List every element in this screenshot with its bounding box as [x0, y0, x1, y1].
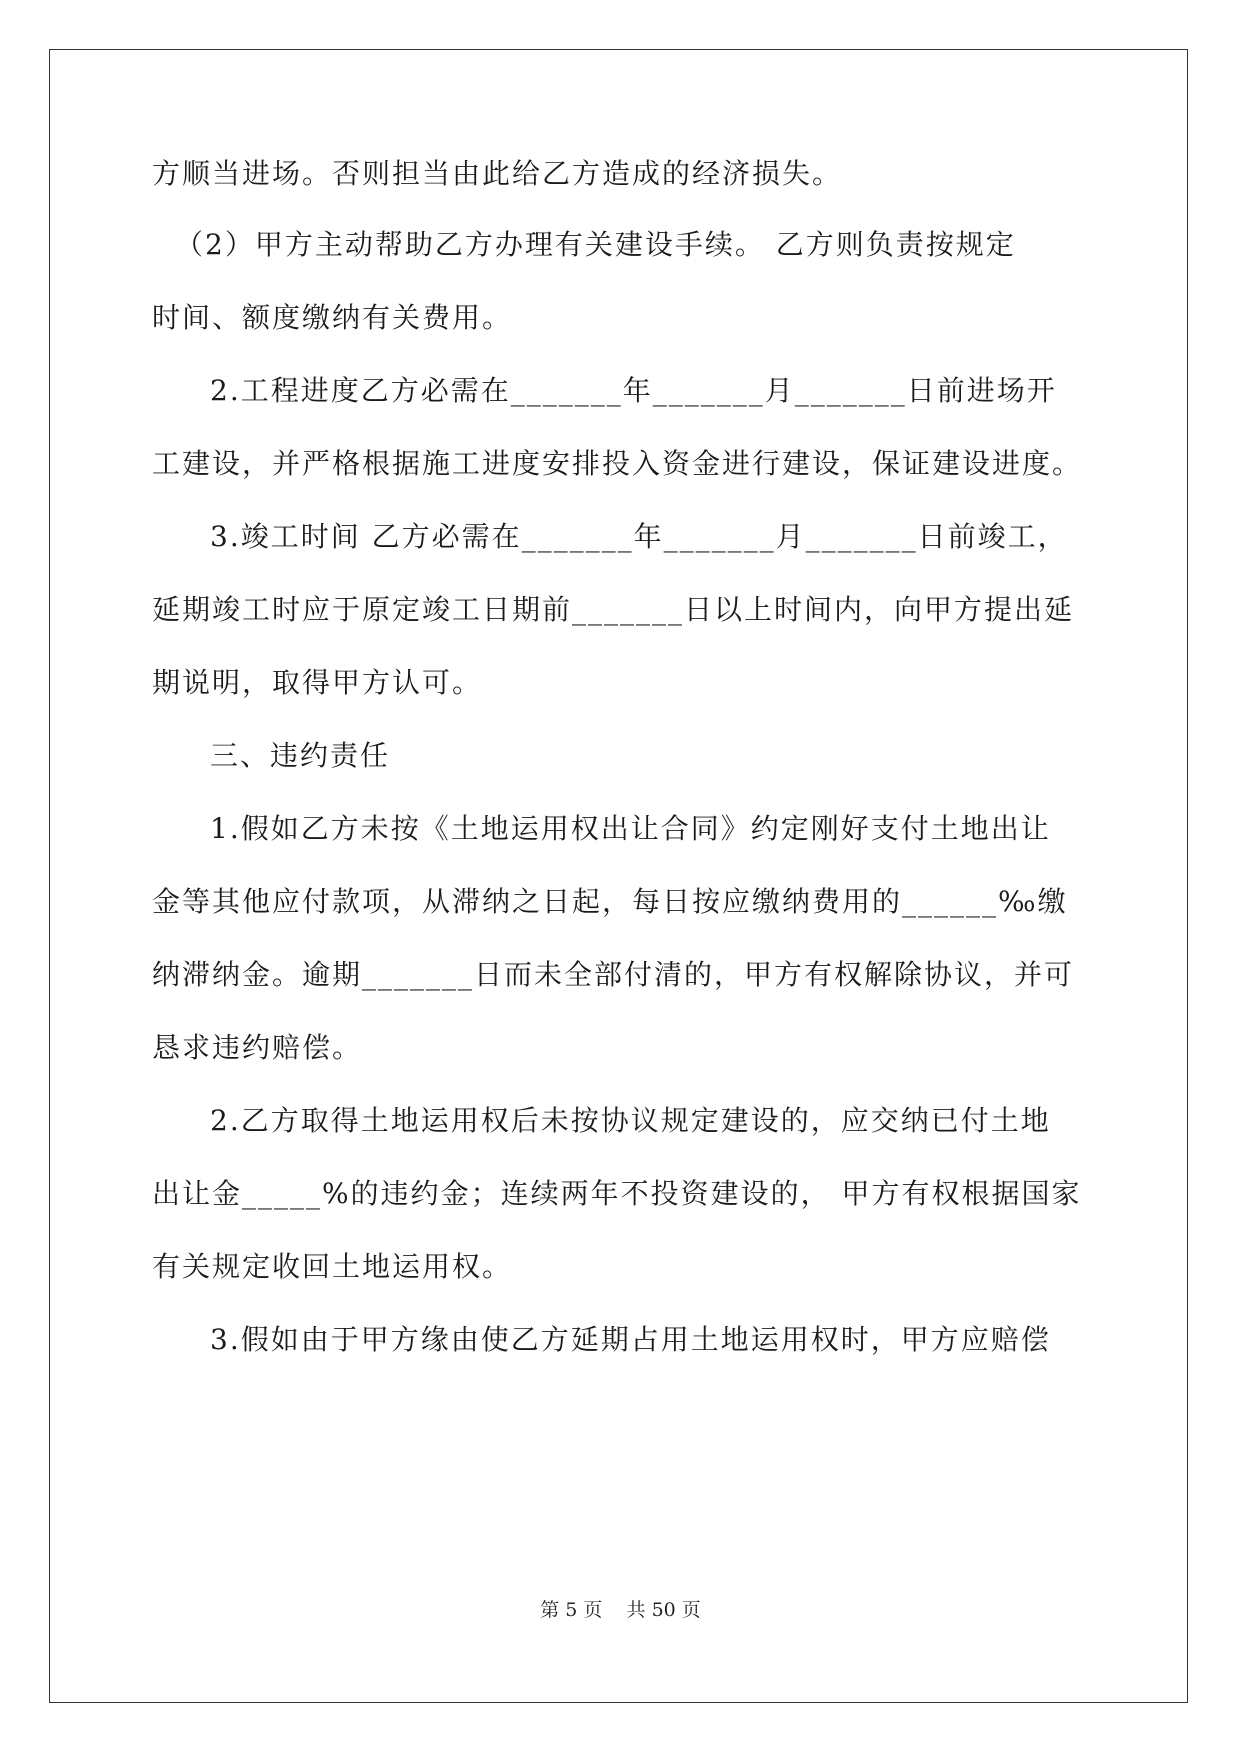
body-line-10: 1.假如乙方未按《土地运用权出让合同》约定刚好支付土地出让: [210, 812, 1051, 845]
body-line-7: 延期竣工时应于原定竣工日期前_______日以上时间内，向甲方提出延: [152, 593, 1075, 626]
body-line-1: 方顺当进场。否则担当由此给乙方造成的经济损失。: [152, 157, 843, 190]
body-line-14: 2.乙方取得土地运用权后未按协议规定建设的，应交纳已付土地: [210, 1104, 1051, 1137]
body-line-2: （2）甲方主动帮助乙方办理有关建设手续。 乙方则负责按规定: [175, 228, 1016, 261]
body-line-17: 3.假如由于甲方缘由使乙方延期占用土地运用权时，甲方应赔偿: [210, 1323, 1051, 1356]
body-line-11: 金等其他应付款项，从滞纳之日起，每日按应缴纳费用的______‰缴: [152, 885, 1068, 918]
page-number-footer: 第 5 页 共 50 页: [540, 1599, 701, 1621]
body-line-5: 工建设，并严格根据施工进度安排投入资金进行建设，保证建设进度。: [152, 447, 1083, 480]
body-line-16: 有关规定收回土地运用权。: [152, 1250, 513, 1283]
body-line-13: 恳求违约赔偿。: [152, 1031, 363, 1064]
body-line-3: 时间、额度缴纳有关费用。: [152, 301, 513, 334]
body-line-8: 期说明，取得甲方认可。: [152, 666, 483, 699]
body-line-6: 3.竣工时间 乙方必需在_______年_______月_______日前竣工，: [210, 520, 1068, 553]
body-line-4: 2.工程进度乙方必需在_______年_______月_______日前进场开: [210, 374, 1057, 407]
body-line-12: 纳滞纳金。逾期_______日而未全部付清的，甲方有权解除协议，并可: [152, 958, 1075, 991]
section-heading: 三、违约责任: [210, 739, 391, 772]
body-line-15: 出让金_____%的违约金；连续两年不投资建设的， 甲方有权根据国家: [152, 1177, 1082, 1210]
